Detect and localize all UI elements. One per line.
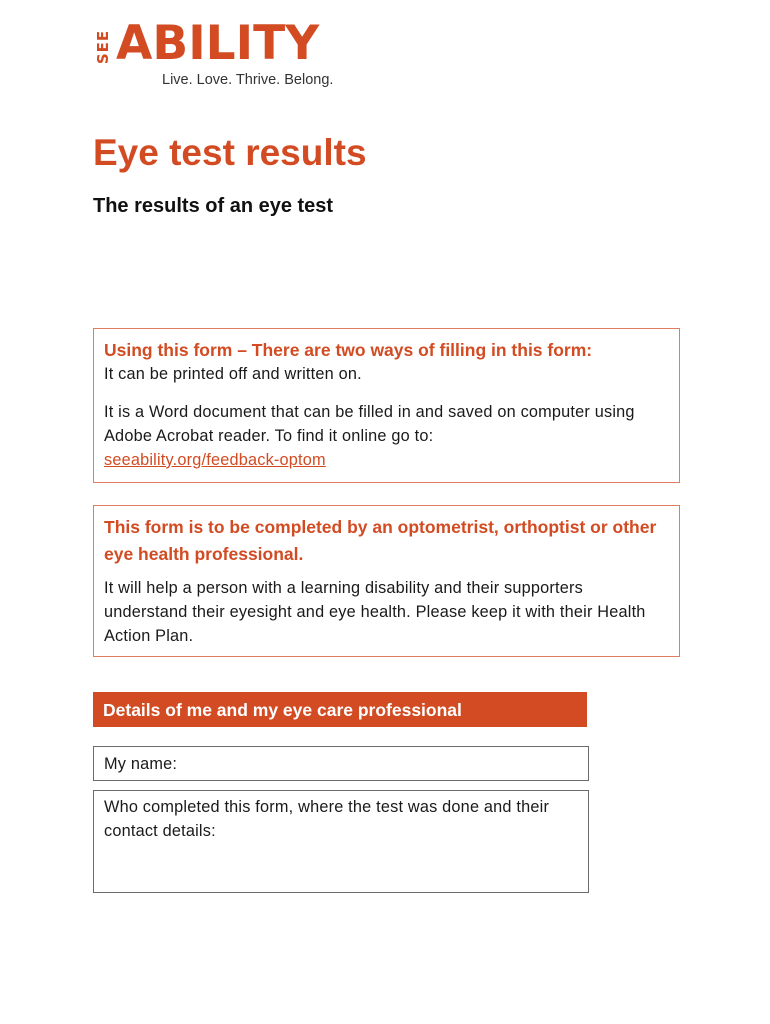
completed-by-label: Who completed this form, where the test was done and their contact details: bbox=[104, 798, 550, 840]
section-heading-details: Details of me and my eye care professional bbox=[93, 692, 587, 727]
instructions-word-description: It is a Word document that can be filled in and saved on computer using Adobe Acrobat reader. To find it online go to: bbox=[104, 403, 635, 445]
logo-ability-text: ABILITY bbox=[116, 16, 320, 71]
completion-info-heading: This form is to be completed by an optometrist, orthoptist or other eye health professional. bbox=[104, 517, 657, 564]
completion-info-text: It will help a person with a learning disability and their supporters understand their eyesight and eye health. Please keep it with their Health Action Plan. bbox=[104, 579, 646, 645]
page-subtitle: The results of an eye test bbox=[93, 195, 334, 217]
instructions-print-text: It can be printed off and written on. bbox=[104, 365, 362, 383]
completed-by-field[interactable] bbox=[93, 790, 589, 893]
completion-info-box bbox=[93, 505, 680, 657]
instructions-heading: Using this form – There are two ways of filling in this form: bbox=[104, 340, 593, 360]
feedback-link[interactable]: seeability.org/feedback-optom bbox=[104, 451, 326, 469]
logo-tagline: Live. Love. Thrive. Belong. bbox=[162, 72, 334, 88]
logo-see-mark bbox=[94, 24, 112, 70]
instructions-box bbox=[93, 328, 680, 483]
page-title: Eye test results bbox=[93, 132, 367, 173]
my-name-label: My name: bbox=[104, 755, 178, 773]
seeability-logo bbox=[94, 16, 346, 92]
logo-see-text: SEE bbox=[94, 29, 112, 65]
my-name-field[interactable] bbox=[93, 746, 589, 781]
instructions-word-text bbox=[104, 400, 669, 472]
